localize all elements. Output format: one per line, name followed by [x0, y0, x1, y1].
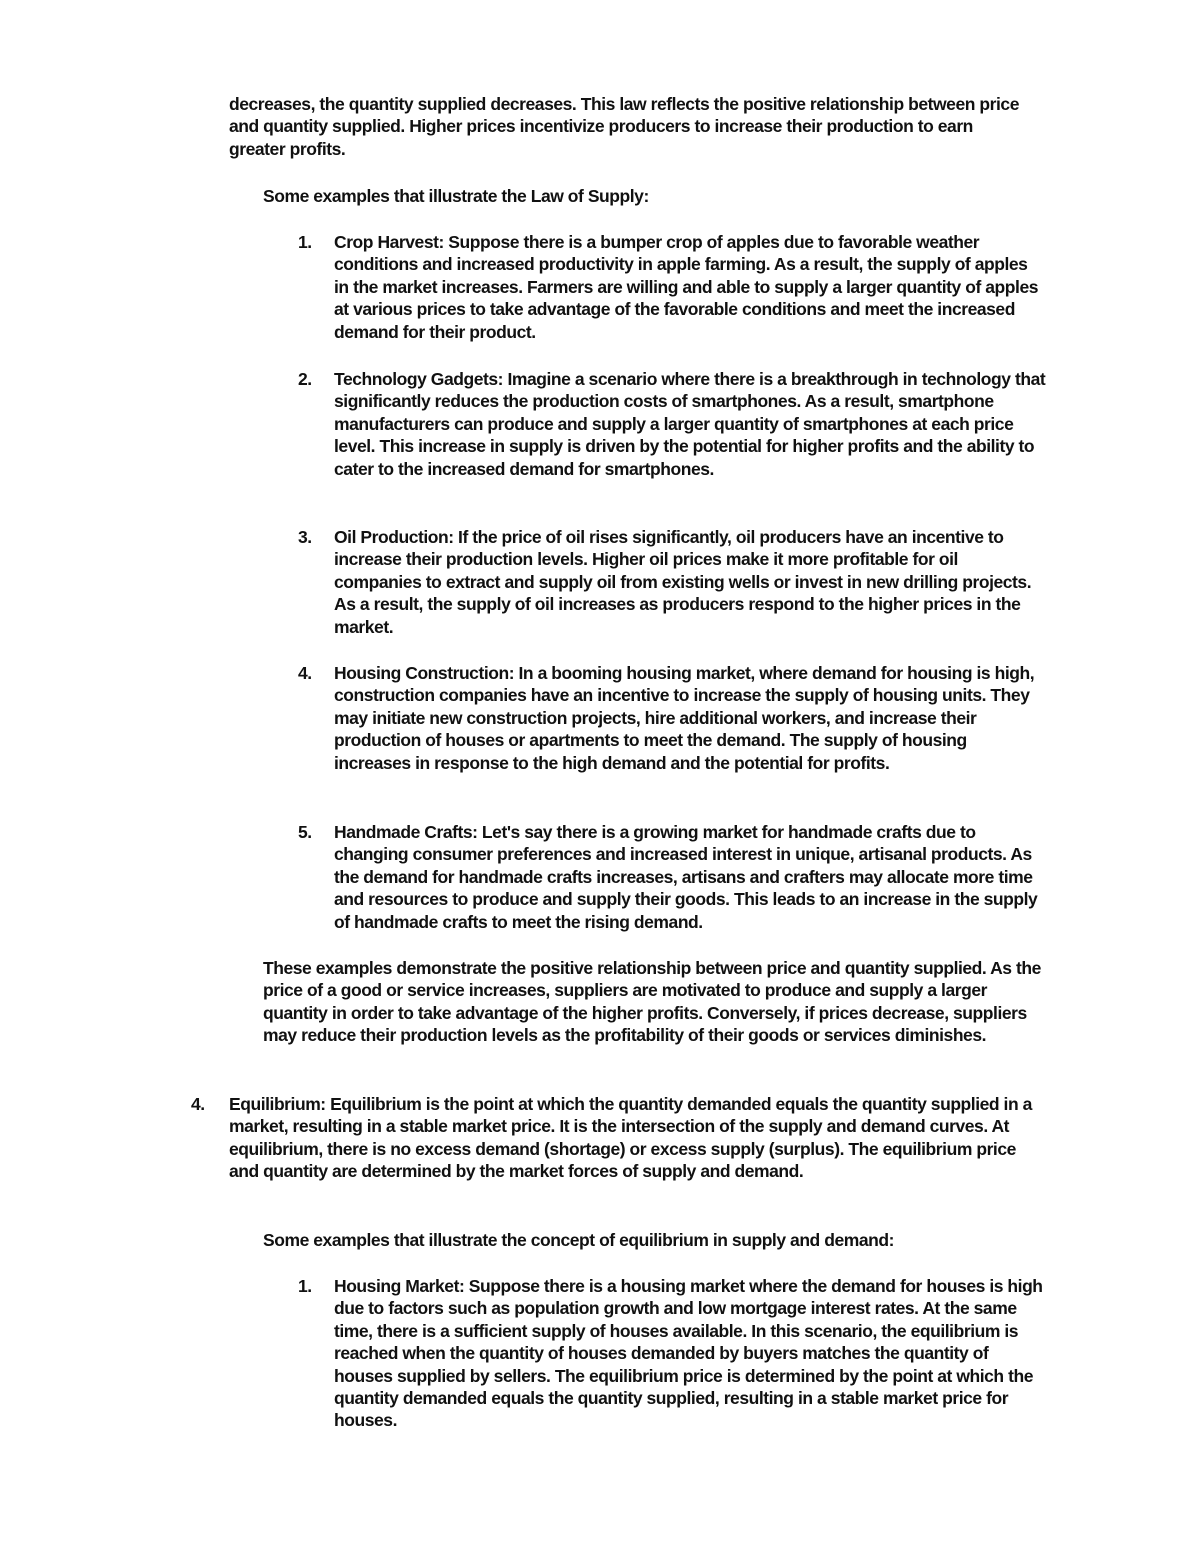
supply-conclusion-paragraph: These examples demonstrate the positive relationship between price and quantity supplied. As the price of a good or service increases, suppliers are motivated to produce and supply a larger quantity in order to take advantage of the higher profits. Conversely, if prices decrease, suppliers may reduce their production levels as the profitability of their goods or services diminishes. [263, 958, 1041, 1046]
list-number: 1. [298, 232, 312, 252]
list-number: 4. [191, 1094, 205, 1114]
list-item-text: Oil Production: If the price of oil rises significantly, oil producers have an incentive to increase their production levels. Higher oil prices make it more profitable for oil companies to extract and supply oil from existing wells or invest in new drilling projects. As a result, the supply of oil increases as producers respond to the higher prices in the market. [334, 527, 1032, 637]
list-number: 4. [298, 663, 312, 683]
list-item-text: Handmade Crafts: Let's say there is a growing market for handmade crafts due to changing consumer preferences and increased interest in unique, artisanal products. As the demand for handmade crafts increases, artisans and crafters may allocate more time and resources to produce and supply their goods. This leads to an increase in the supply of handmade crafts to meet the rising demand. [334, 822, 1038, 932]
supply-example-item [298, 368, 1046, 480]
supply-example-item [298, 231, 1046, 343]
supply-example-item [298, 821, 1046, 933]
opening-paragraph: decreases, the quantity supplied decreases. This law reflects the positive relationship between price and quantity supplied. Higher prices incentivize producers to increase their production to earn greater profits. [229, 94, 1019, 159]
supply-example-item [298, 662, 1046, 774]
supply-example-item [298, 526, 1046, 638]
list-item-text: Housing Market: Suppose there is a housing market where the demand for houses is high due to factors such as population growth and low mortgage interest rates. At the same time, there is a sufficient supply of houses available. In this scenario, the equilibrium is reached when the quantity of houses demanded by buyers matches the quantity of houses supplied by sellers. The equilibrium price is determined by the point at which the quantity demanded equals the quantity supplied, resulting in a stable market price for houses. [334, 1276, 1043, 1431]
equilibrium-example-item [298, 1275, 1046, 1432]
list-number: 2. [298, 369, 312, 389]
supply-examples-intro: Some examples that illustrate the Law of Supply: [263, 186, 649, 206]
list-number: 5. [298, 822, 312, 842]
list-number: 3. [298, 527, 312, 547]
list-item-text: Housing Construction: In a booming housing market, where demand for housing is high, construction companies have an incentive to increase the supply of housing units. They may initiate new construction projects, hire additional workers, and increase their production of houses or apartments to meet the demand. The supply of housing increases in response to the high demand and the potential for profits. [334, 663, 1035, 773]
list-number: 1. [298, 1276, 312, 1296]
equilibrium-examples-intro: Some examples that illustrate the concept of equilibrium in supply and demand: [263, 1230, 894, 1250]
equilibrium-text: Equilibrium: Equilibrium is the point at which the quantity demanded equals the quantity supplied in a market, resulting in a stable market price. It is the intersection of the supply and demand curves. At equilibrium, there is no excess demand (shortage) or excess supply (surplus). The equilibrium price and quantity are determined by the market forces of supply and demand. [229, 1094, 1032, 1182]
list-item-text: Technology Gadgets: Imagine a scenario where there is a breakthrough in technology that significantly reduces the production costs of smartphones. As a result, smartphone manufacturers can produce and supply a larger quantity of smartphones at each price level. This increase in supply is driven by the potential for higher profits and the ability to cater to the increased demand for smartphones. [334, 369, 1046, 479]
equilibrium-list-item [191, 1093, 1039, 1183]
list-item-text: Crop Harvest: Suppose there is a bumper crop of apples due to favorable weather conditions and increased productivity in apple farming. As a result, the supply of apples in the market increases. Farmers are willing and able to supply a larger quantity of apples at various prices to take advantage of the favorable conditions and meet the increased demand for their product. [334, 232, 1039, 342]
